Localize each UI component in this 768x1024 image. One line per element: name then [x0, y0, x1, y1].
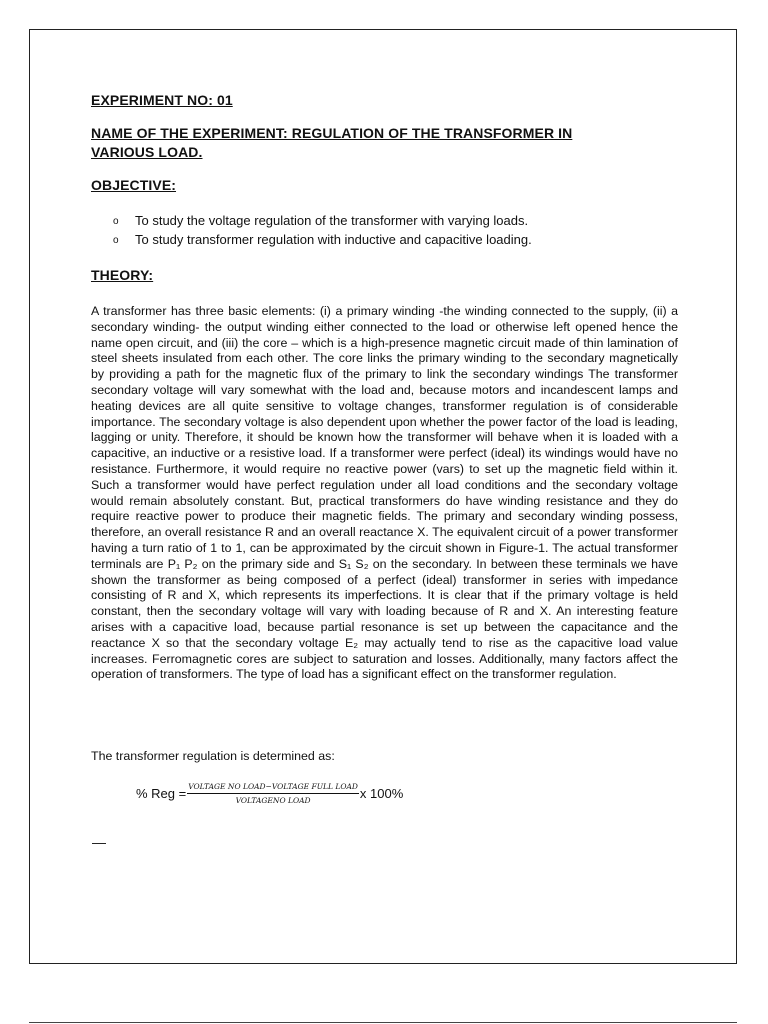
objective-item: o To study transformer regulation with inductive and capacitive loading. — [113, 230, 532, 249]
regulation-formula — [136, 782, 403, 805]
formula-lhs: % Reg = — [136, 786, 187, 801]
theory-heading: THEORY: — [91, 267, 154, 283]
experiment-number: EXPERIMENT NO: 01 — [91, 92, 233, 108]
formula-fraction — [187, 782, 359, 805]
objective-heading: OBJECTIVE: — [91, 177, 177, 193]
dash-mark: — — [92, 834, 106, 850]
formula-numerator: VOLTAGE NO LOAD−VOLTAGE FULL LOAD — [187, 782, 359, 794]
objective-list — [113, 211, 532, 249]
objective-item: o To study the voltage regulation of the transformer with varying loads. — [113, 211, 532, 230]
experiment-name: NAME OF THE EXPERIMENT: REGULATION OF THE TRANSFORMER IN VARIOUS LOAD. — [91, 125, 573, 160]
bottom-rule — [29, 1022, 737, 1023]
theory-paragraph: A transformer has three basic elements: (i) a primary winding -the winding connected to the supply, (ii) a secondary winding- the output winding either connected to the load or otherwise left opened hence the name open circuit, and (iii) the core – which is a high-presence magnetic circuit made of thin lamination of steel sheets insulated from each other. The core links the primary winding to the secondary magnetically by providing a path for the magnetic flux of the primary to link the secondary windings The transformer secondary voltage will vary somewhat with the load and, because motors and incandescent lamps and heating devices are all quite sensitive to voltage changes, transformer regulation is of considerable importance. The secondary voltage is also dependent upon whether the power factor of the load is leading, lagging or unity. Therefore, it should be known how the transformer will behave when it is loaded with a capacitive, an inductive or a resistive load. If a transformer were perfect (ideal) its windings would have no resistance. Furthermore, it would require no reactive power (vars) to set up the magnetic field within it. Such a transformer would have perfect regulation under all load conditions and the secondary voltage would remain absolutely constant. But, practical transformers do have winding resistance and they do require reactive power to produce their magnetic fields. The primary and secondary winding possess, therefore, an overall resistance R and an overall reactance X. The equivalent circuit of a power transformer having a turn ratio of 1 to 1, can be approximated by the circuit shown in Figure-1. The actual transformer terminals are P₁ P₂ on the primary side and S₁ S₂ on the secondary. In between these terminals we have shown the transformer as being composed of a perfect (ideal) transformer in series with impedance consisting of R and X, which represents its imperfections. It is clear that if the primary voltage is held constant, then the secondary voltage will vary with loading because of R and X. An interesting feature arises with a capacitive load, because partial resonance is set up between the capacitance and the reactance X so that the secondary voltage E₂ may actually tend to rise as the capacitive load value increases. Ferromagnetic cores are subject to saturation and losses. Additionally, many factors affect the operation of transformers. The type of load has a significant effect on the transformer regulation. — [91, 304, 678, 682]
formula-denominator: VOLTAGENO LOAD — [235, 796, 311, 805]
formula-rhs: x 100% — [359, 786, 404, 801]
formula-intro: The transformer regulation is determined as: — [91, 749, 335, 763]
